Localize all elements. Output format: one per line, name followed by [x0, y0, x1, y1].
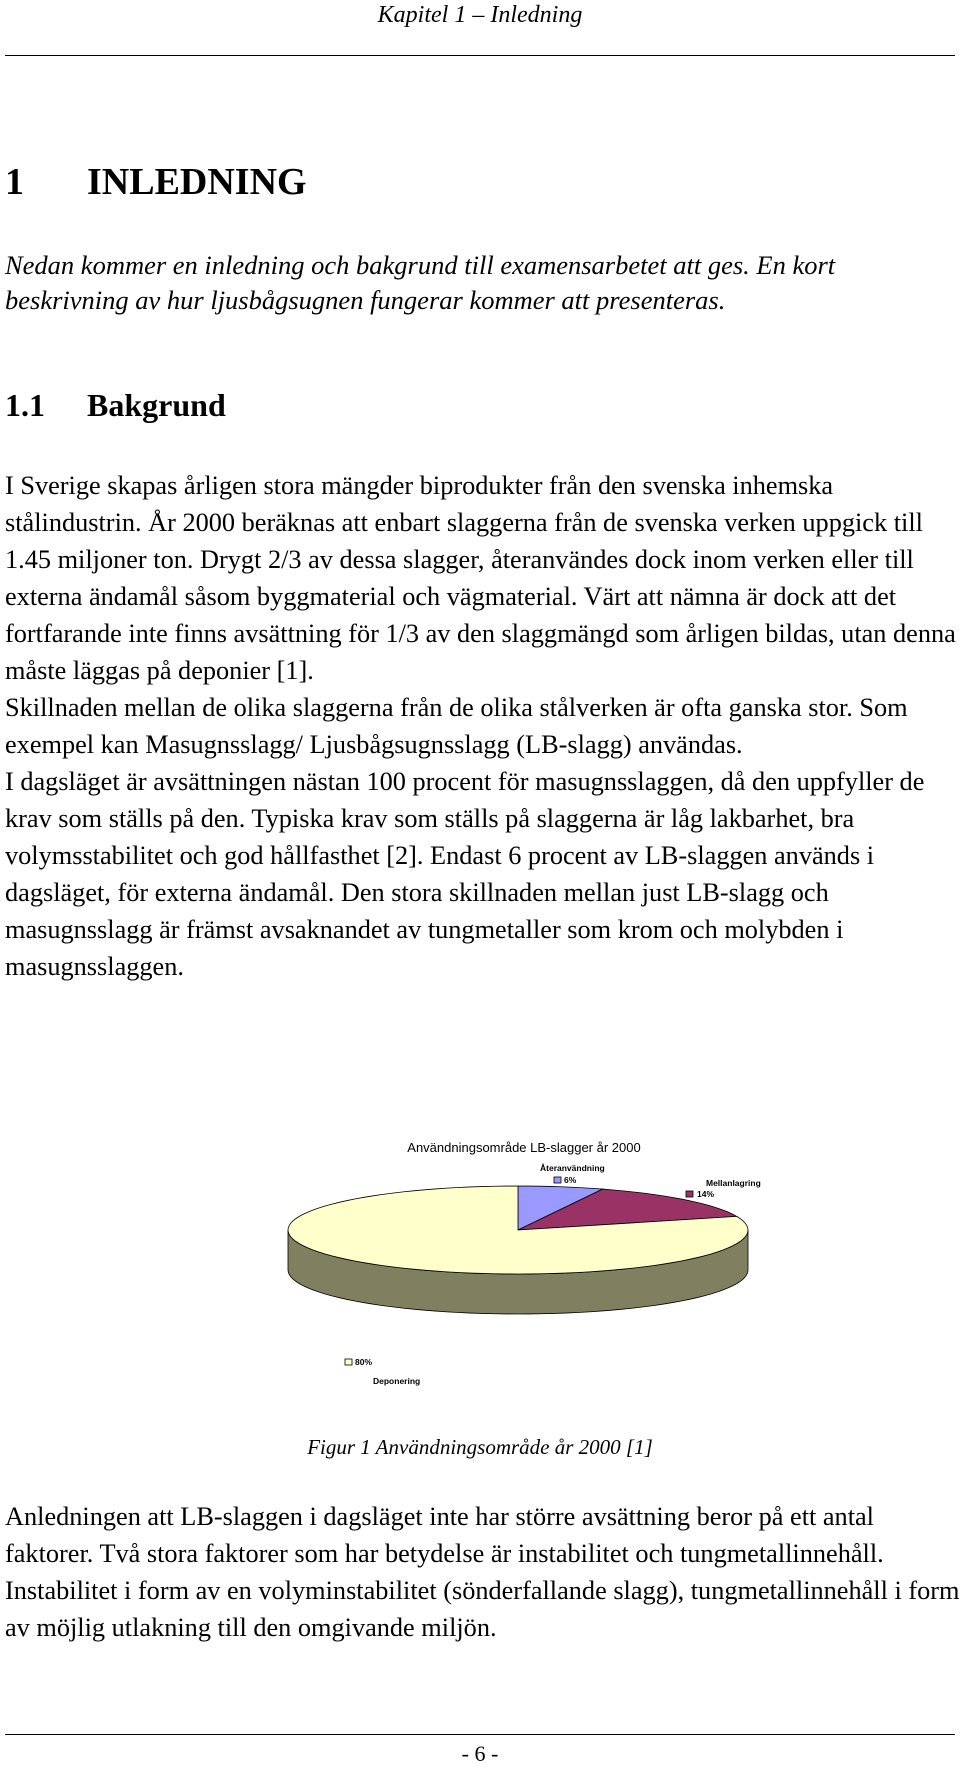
- paragraph: Skillnaden mellan de olika slaggerna från de olika stålverken är ofta ganska stor. Som exempel kan Masugnsslagg/ Ljusbågsugnsslagg (LB-slagg) användas.: [5, 693, 908, 759]
- chart-title: Användningsområde LB-slagger år 2000: [407, 1140, 641, 1155]
- figure-caption: Figur 1 Användningsområde år 2000 [1]: [307, 1435, 653, 1459]
- section-number: 1.1: [5, 387, 45, 423]
- legend-swatch-interim: [686, 1191, 693, 1197]
- closing-paragraph: Anledningen att LB-slaggen i dagsläget inte har större avsättning beror på ett antal faktorer. Två stora faktorer som har betydelse är instabilitet och tungmetallinnehåll. Instabilitet i form av en volyminstabilitet (sönderfallande slagg), tungmetallinnehåll i form av möjlig utlakning till den omgivande miljön.: [5, 1502, 960, 1642]
- paragraph: I dagsläget är avsättningen nästan 100 procent för masugnsslaggen, då den uppfyller de krav som ställs på den. Typiska krav som ställs på slaggerna är låg lakbarhet, bra volymsstabilitet och god hållfasthet [2]. Endast 6 procent av LB-slaggen används i dagsläget, för externa ändamål. Den stora skillnaden mellan just LB-slagg och masugnsslagg är främst avsaknandet av tungmetaller som krom och molybden i masugnsslaggen.: [5, 767, 925, 981]
- slice-value-interim: 14%: [697, 1189, 715, 1199]
- slice-label-interim: Mellanlagring: [706, 1178, 761, 1188]
- section-title: Bakgrund: [87, 387, 226, 423]
- footer-divider: [5, 1734, 955, 1735]
- slice-label-landfill: Deponering: [373, 1376, 421, 1386]
- legend-swatch-reuse: [554, 1177, 561, 1183]
- chapter-title: INLEDNING: [87, 161, 307, 203]
- paragraph: I Sverige skapas årligen stora mängder biprodukter från den svenska inhemska stålindustrin. År 2000 beräknas att enbart slaggerna från de svenska verken uppgick till 1.45 miljoner ton. Drygt 2/3 av dessa slagger, återanvändes dock inom verken eller till externa ändamål såsom byggmaterial och vägmaterial. Värt att nämna är dock att det fortfarande inte finns avsättning för 1/3 av den slaggmängd som årligen bildas, utan denna måste läggas på deponier [1].: [5, 471, 956, 685]
- legend-swatch-landfill: [345, 1359, 352, 1365]
- background-body: [5, 467, 960, 985]
- running-header: Kapitel 1 – Inledning: [377, 2, 583, 28]
- chapter-number: 1: [5, 161, 24, 203]
- chapter-heading: [5, 158, 307, 206]
- header-divider: [5, 55, 955, 56]
- slice-value-reuse: 6%: [564, 1175, 577, 1185]
- page-number: - 6 -: [461, 1741, 499, 1766]
- chapter-intro: Nedan kommer en inledning och bakgrund till examensarbetet att ges. En kort beskrivning av hur ljusbågsugnen fungerar kommer att presenteras.: [5, 250, 836, 315]
- section-heading: [5, 384, 226, 426]
- pie-layer: [288, 1186, 748, 1314]
- slice-label-reuse: Återanvändning: [540, 1163, 605, 1173]
- pie-chart: [0, 1128, 960, 1408]
- slice-value-landfill: 80%: [355, 1357, 373, 1367]
